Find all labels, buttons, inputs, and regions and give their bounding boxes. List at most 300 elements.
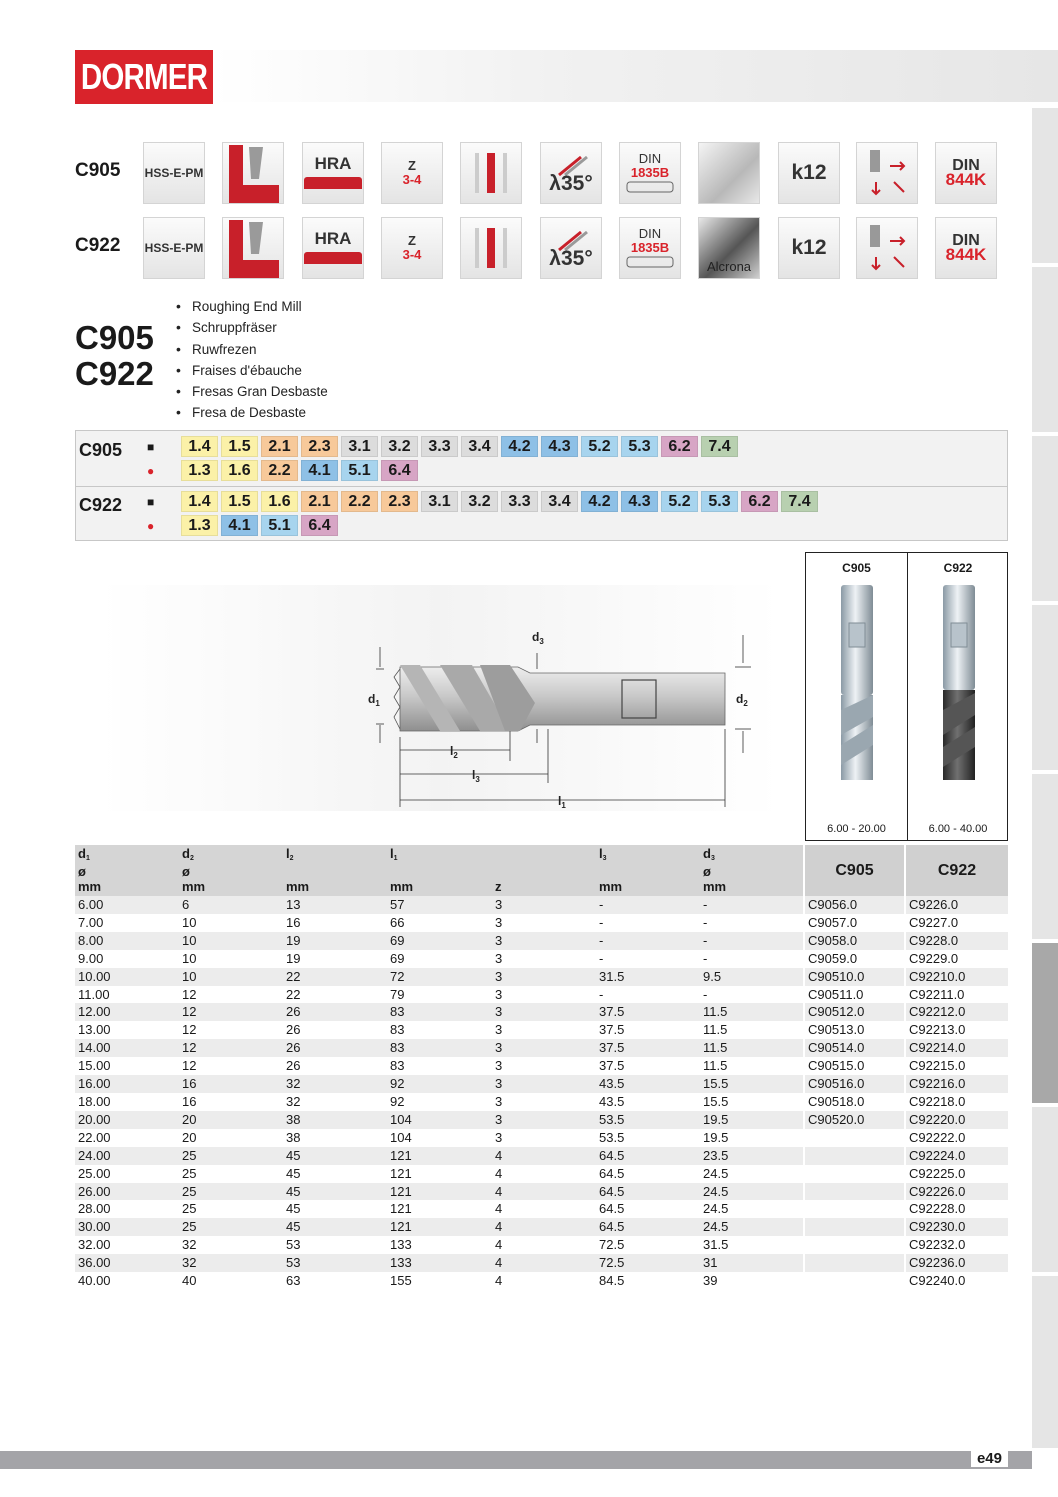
- table-cell: 92: [390, 1093, 405, 1109]
- tool-c922-image: [941, 585, 977, 785]
- table-cell: 15.5: [703, 1093, 729, 1109]
- roughing-shape-icon: [229, 145, 279, 203]
- description-item: • Fresas Gran Desbaste: [176, 381, 328, 402]
- material-chip: 1.4: [181, 436, 218, 457]
- product-code-cell: C90514.0: [804, 1039, 905, 1057]
- coating-icon: [698, 217, 760, 279]
- table-cell: 13: [283, 896, 387, 914]
- table-cell: 45: [286, 1165, 301, 1181]
- header-subscript: 3: [710, 855, 715, 862]
- header-diameter: ø: [78, 864, 86, 879]
- row-code: C905: [75, 160, 121, 181]
- material-chip: 1.6: [221, 460, 258, 481]
- table-cell: 4: [492, 1254, 596, 1272]
- helix-angle-icon: [540, 217, 602, 279]
- table-cell: 32.00: [78, 1237, 111, 1253]
- table-cell: 24.5: [700, 1183, 804, 1201]
- table-cell: 26: [283, 1003, 387, 1021]
- tool-c905-image: [839, 585, 875, 785]
- product-code-cell: C9226.0: [905, 896, 1008, 914]
- divider: [76, 486, 1007, 487]
- z-value: 3-4: [402, 247, 422, 262]
- header-symbol: d: [703, 846, 711, 861]
- hra-icon: [302, 142, 364, 204]
- table-cell: 155: [390, 1273, 412, 1289]
- header-subscript: 3: [602, 855, 607, 862]
- material-chip: 4.2: [501, 436, 538, 457]
- side-tab[interactable]: [1032, 605, 1058, 770]
- table-cell: 12: [182, 1058, 197, 1074]
- table-cell: 11.5: [703, 1058, 728, 1074]
- primary-chips: [181, 491, 818, 512]
- product-code-cell: C92210.0: [905, 968, 1008, 986]
- table-cell: 12: [179, 1039, 283, 1057]
- product-code-cell: [804, 1218, 905, 1236]
- table-cell: 16: [182, 1093, 197, 1109]
- table-cell: 20.00: [75, 1111, 179, 1129]
- table-cell: 25: [179, 1183, 283, 1201]
- table-cell: 3: [495, 1022, 503, 1038]
- material-chip: 1.6: [261, 491, 298, 512]
- table-cell: -: [703, 914, 708, 930]
- d2-label: $d_2$: [736, 692, 748, 708]
- product-code-cell: C9056.0: [804, 896, 905, 914]
- table-cell: 10: [182, 914, 197, 930]
- table-cell: 37.5: [599, 1058, 625, 1074]
- material-chip: 3.3: [501, 491, 538, 512]
- table-cell: 121: [390, 1165, 412, 1181]
- z-label: Z: [408, 233, 416, 248]
- d1-label: $d_1$: [368, 692, 380, 708]
- table-cell: 37.5: [599, 1022, 625, 1038]
- coating-label: Alcrona: [706, 259, 752, 274]
- tool-code: C922: [943, 561, 973, 575]
- column-header: [387, 845, 492, 880]
- description-item: • Schruppfräser: [176, 317, 328, 338]
- table-cell: 3: [495, 1129, 503, 1145]
- product-code-cell: C9059.0: [804, 950, 905, 968]
- material-chip: 5.1: [341, 460, 378, 481]
- material-chip: 1.5: [221, 491, 258, 512]
- table-cell: 12.00: [75, 1003, 179, 1021]
- header-symbol: d: [182, 846, 190, 861]
- table-cell: 8.00: [75, 932, 179, 950]
- coating-icon: [698, 142, 760, 204]
- table-row: [75, 1057, 1008, 1075]
- material-chip: 4.1: [221, 515, 258, 536]
- table-row: [75, 1272, 1008, 1290]
- table-row: [75, 1039, 1008, 1057]
- product-code-cell: C92222.0: [905, 1129, 1008, 1147]
- hra-wave: [304, 177, 362, 189]
- roughing-profile-icon: [222, 217, 284, 279]
- header-subscript: 1: [85, 855, 90, 862]
- header-symbol: l: [599, 846, 603, 861]
- helix-label: λ35°: [549, 247, 593, 270]
- side-tab[interactable]: [1032, 267, 1058, 432]
- table-cell: 121: [387, 1147, 492, 1165]
- table-cell: 11.5: [703, 1022, 728, 1038]
- table-cell: 3: [492, 968, 596, 986]
- material-chip: 4.3: [621, 491, 658, 512]
- material-chip: 3.2: [461, 491, 498, 512]
- footer-bar: [0, 1451, 1032, 1469]
- table-cell: 3: [492, 1039, 596, 1057]
- material-suitability: [75, 430, 1008, 541]
- product-code-cell: [804, 1200, 905, 1218]
- table-cell: 16: [179, 1075, 283, 1093]
- page-number: e49: [971, 1449, 1008, 1467]
- table-cell: 69: [387, 932, 492, 950]
- primary-chips: [181, 436, 738, 457]
- din-1835-label: 1835B: [630, 165, 670, 180]
- shank-din-icon: [619, 142, 681, 204]
- header-symbol: l: [286, 846, 290, 861]
- side-tab-active[interactable]: [1032, 943, 1058, 1103]
- table-cell: 4: [492, 1183, 596, 1201]
- column-header: [283, 845, 387, 880]
- table-cell: 11.00: [78, 986, 110, 1002]
- table-cell: 4: [495, 1237, 503, 1253]
- product-code-cell: C92218.0: [905, 1093, 1008, 1111]
- table-cell: 26.00: [75, 1183, 179, 1201]
- product-code-cell: C90518.0: [804, 1093, 905, 1111]
- material-chip: 2.2: [341, 491, 378, 512]
- material-chip: 1.4: [181, 491, 218, 512]
- flutes-icon: [381, 217, 443, 279]
- table-cell: -: [596, 932, 700, 950]
- table-cell: 10.00: [75, 968, 179, 986]
- table-cell: 121: [387, 1183, 492, 1201]
- primary-square-icon: ■: [147, 495, 155, 509]
- material-chip: 2.3: [301, 436, 338, 457]
- table-cell: 23.5: [700, 1147, 804, 1165]
- header-diameter: ø: [182, 864, 190, 879]
- table-row: [75, 1254, 1008, 1272]
- table-cell: 4: [492, 1218, 596, 1236]
- column-unit: mm: [596, 880, 700, 896]
- coolant-icon: [460, 217, 522, 279]
- table-row: [75, 1183, 1008, 1201]
- table-cell: 20: [179, 1111, 283, 1129]
- standard-din-icon: [935, 217, 997, 279]
- table-row: [75, 950, 1008, 968]
- product-code-cell: C90513.0: [804, 1021, 905, 1039]
- product-code-cell: C9228.0: [905, 932, 1008, 950]
- product-code-cell: [804, 1165, 905, 1183]
- table-cell: 79: [390, 986, 405, 1002]
- table-cell: 133: [387, 1254, 492, 1272]
- table-cell: 64.5: [599, 1165, 625, 1181]
- tolerance-icon: [778, 217, 840, 279]
- table-cell: 18.00: [78, 1093, 111, 1109]
- din-label: DIN: [638, 226, 662, 241]
- column-header: [75, 845, 179, 880]
- table-cell: 6: [179, 896, 283, 914]
- material-chip: 3.2: [381, 436, 418, 457]
- table-cell: -: [703, 950, 708, 966]
- table-cell: 19: [286, 950, 301, 966]
- z-label: Z: [408, 158, 416, 173]
- table-cell: 3: [492, 896, 596, 914]
- material-chip: 5.2: [581, 436, 618, 457]
- table-cell: 24.5: [703, 1201, 729, 1217]
- table-cell: -: [700, 896, 804, 914]
- column-unit: mm: [283, 880, 387, 896]
- column-unit: z: [492, 880, 596, 896]
- table-cell: 11.5: [700, 1003, 804, 1021]
- coolant-shape-icon: [471, 151, 511, 195]
- material-chip: 5.3: [701, 491, 738, 512]
- hra-label: HRA: [314, 229, 352, 248]
- material-label: HSS-E-PM: [144, 166, 204, 180]
- product-code-cell: C92220.0: [905, 1111, 1008, 1129]
- product-code-cell: C92216.0: [905, 1075, 1008, 1093]
- table-cell: 72.5: [596, 1254, 700, 1272]
- product-code-cell: [804, 1236, 905, 1254]
- table-cell: 104: [390, 1129, 412, 1145]
- secondary-dot-icon: ●: [147, 519, 155, 533]
- table-cell: 12: [179, 1003, 283, 1021]
- direction-arrows-icon: [862, 148, 912, 198]
- hra-wave: [304, 252, 362, 264]
- table-cell: 16.00: [75, 1075, 179, 1093]
- table-cell: 133: [390, 1237, 412, 1253]
- column-header: [700, 845, 804, 880]
- material-chip: 4.1: [301, 460, 338, 481]
- table-cell: 3: [492, 1003, 596, 1021]
- table-cell: 43.5: [599, 1093, 625, 1109]
- product-code-cell: C92224.0: [905, 1147, 1008, 1165]
- column-header: [179, 845, 283, 880]
- table-cell: 19.5: [700, 1111, 804, 1129]
- table-cell: 45: [283, 1183, 387, 1201]
- table-cell: 4: [495, 1165, 503, 1181]
- tool-c922: [907, 553, 1008, 840]
- helix-label: λ35°: [549, 172, 593, 195]
- table-cell: 45: [286, 1201, 301, 1217]
- column-header: [596, 845, 700, 880]
- material-chip: 4.2: [581, 491, 618, 512]
- table-cell: -: [599, 986, 604, 1002]
- material-icon: [143, 217, 205, 279]
- table-cell: 84.5: [599, 1273, 625, 1289]
- material-chip: 7.4: [781, 491, 818, 512]
- table-cell: 13.00: [78, 1022, 111, 1038]
- code-column-header: C922: [905, 845, 1008, 896]
- description-item: • Fraises d'ébauche: [176, 360, 328, 381]
- din-844-top: DIN: [952, 232, 980, 249]
- table-cell: 25: [182, 1201, 197, 1217]
- direction-arrows-icon: [862, 223, 912, 273]
- product-code-cell: C90511.0: [804, 986, 905, 1004]
- table-cell: 45: [283, 1218, 387, 1236]
- product-code-cell: [804, 1129, 905, 1147]
- brand-name: DORMER: [80, 56, 208, 97]
- side-tab[interactable]: [1032, 108, 1058, 263]
- material-chip: 4.3: [541, 436, 578, 457]
- table-cell: 26: [283, 1039, 387, 1057]
- din-844-label: 844K: [945, 245, 987, 264]
- material-chip: 2.1: [301, 491, 338, 512]
- standard-din-icon: [935, 142, 997, 204]
- product-code-cell: [804, 1254, 905, 1272]
- product-code-cell: C92230.0: [905, 1218, 1008, 1236]
- l2-label: $l_2$: [450, 744, 458, 760]
- table-cell: -: [599, 914, 604, 930]
- side-tab[interactable]: [1032, 1107, 1058, 1272]
- coolant-shape-icon: [471, 226, 511, 270]
- product-code-cell: C92212.0: [905, 1003, 1008, 1021]
- table-cell: 25: [179, 1218, 283, 1236]
- shank-din-icon: [619, 217, 681, 279]
- code-column-header: C905: [804, 845, 905, 896]
- side-tab[interactable]: [1032, 774, 1058, 939]
- product-code-cell: [804, 1147, 905, 1165]
- shank-shape-icon: [625, 180, 675, 194]
- product-code-cell: C90512.0: [804, 1003, 905, 1021]
- product-code-cell: C90516.0: [804, 1075, 905, 1093]
- table-cell: 24.5: [700, 1218, 804, 1236]
- table-cell: 64.5: [596, 1147, 700, 1165]
- material-chip: 1.3: [181, 460, 218, 481]
- product-code-cell: C92215.0: [905, 1057, 1008, 1075]
- column-unit: mm: [387, 880, 492, 896]
- table-cell: 40.00: [78, 1273, 111, 1289]
- table-row: [75, 1075, 1008, 1093]
- title-line: C922: [75, 355, 154, 392]
- table-cell: 3: [495, 1058, 503, 1074]
- product-code-cell: C9058.0: [804, 932, 905, 950]
- side-tab[interactable]: [1032, 1276, 1058, 1448]
- table-cell: 19: [283, 932, 387, 950]
- table-row: [75, 1147, 1008, 1165]
- table-cell: 53: [286, 1237, 301, 1253]
- table-cell: 15.00: [78, 1058, 111, 1074]
- material-chip: 2.3: [381, 491, 418, 512]
- material-chip: 6.4: [381, 460, 418, 481]
- table-cell: 92: [387, 1075, 492, 1093]
- table-cell: 15.5: [700, 1075, 804, 1093]
- tool-c905: [806, 553, 907, 840]
- table-cell: 121: [387, 1218, 492, 1236]
- din-844-top: DIN: [952, 157, 980, 174]
- table-cell: 22: [286, 986, 301, 1002]
- table-row: [75, 896, 1008, 914]
- table-cell: 3: [492, 1075, 596, 1093]
- table-cell: 40: [182, 1273, 197, 1289]
- product-code-cell: [804, 1183, 905, 1201]
- milling-direction-icon: [856, 142, 918, 204]
- roughing-profile-icon: [222, 142, 284, 204]
- hra-label: HRA: [314, 154, 352, 173]
- product-code-cell: C92225.0: [905, 1165, 1008, 1183]
- table-row: [75, 1093, 1008, 1111]
- tool-range: 6.00 - 40.00: [928, 823, 988, 835]
- shank-shape-icon: [625, 255, 675, 269]
- d3-label: $d_3$: [532, 630, 544, 646]
- primary-square-icon: ■: [147, 440, 155, 454]
- table-cell: 24.5: [703, 1165, 729, 1181]
- product-code-cell: C92213.0: [905, 1021, 1008, 1039]
- table-cell: 3: [495, 950, 503, 966]
- material-code: C922: [79, 495, 123, 515]
- din-844-label: 844K: [945, 170, 987, 189]
- table-cell: 32: [182, 1237, 197, 1253]
- table-cell: 66: [390, 914, 405, 930]
- table-cell: -: [703, 986, 708, 1002]
- table-cell: 38: [283, 1111, 387, 1129]
- side-tab-strip: [1032, 108, 1058, 1448]
- table-cell: 104: [387, 1111, 492, 1129]
- table-cell: 30.00: [75, 1218, 179, 1236]
- table-row: [75, 1200, 1008, 1218]
- material-chip: 3.3: [421, 436, 458, 457]
- title-line: C905: [75, 319, 154, 356]
- material-chip: 1.3: [181, 515, 218, 536]
- column-unit: mm: [75, 880, 179, 896]
- table-cell: 16: [286, 914, 301, 930]
- description-item: • Fresa de Desbaste: [176, 402, 328, 423]
- dormer-logo: [75, 50, 213, 104]
- table-cell: 4: [495, 1201, 503, 1217]
- product-code-cell: C92211.0: [905, 986, 1008, 1004]
- header-diameter: ø: [703, 864, 711, 879]
- spec-table: [75, 845, 1008, 1290]
- table-cell: 7.00: [78, 914, 104, 930]
- table-cell: 4: [495, 1273, 503, 1289]
- column-unit: mm: [179, 880, 283, 896]
- side-tab[interactable]: [1032, 436, 1058, 601]
- table-cell: 10: [179, 932, 283, 950]
- product-code-cell: C90515.0: [804, 1057, 905, 1075]
- table-cell: 37.5: [596, 1039, 700, 1057]
- tolerance-label: k12: [791, 236, 827, 259]
- product-code-cell: C9229.0: [905, 950, 1008, 968]
- material-chip: 3.1: [341, 436, 378, 457]
- din-label: DIN: [638, 151, 662, 166]
- l3-label: $l_3$: [472, 768, 480, 784]
- material-chip: 6.4: [301, 515, 338, 536]
- table-cell: 3: [492, 1111, 596, 1129]
- table-cell: 38: [286, 1129, 301, 1145]
- product-code-cell: C92240.0: [905, 1272, 1008, 1290]
- table-cell: 14.00: [75, 1039, 179, 1057]
- product-code-cell: C90510.0: [804, 968, 905, 986]
- product-title: [75, 320, 154, 392]
- header-symbol: d: [78, 846, 86, 861]
- material-chip: 5.1: [261, 515, 298, 536]
- table-cell: 121: [390, 1201, 412, 1217]
- material-chip: 6.2: [741, 491, 778, 512]
- table-cell: 3: [495, 986, 503, 1002]
- z-value: 3-4: [402, 172, 422, 187]
- product-code-cell: C92214.0: [905, 1039, 1008, 1057]
- material-code: C905: [79, 440, 123, 460]
- table-cell: 3: [495, 1093, 503, 1109]
- table-cell: 31.5: [596, 968, 700, 986]
- table-cell: 69: [390, 950, 405, 966]
- table-cell: 22: [283, 968, 387, 986]
- table-cell: 10: [179, 968, 283, 986]
- milling-direction-icon: [856, 217, 918, 279]
- header-subscript: 1: [393, 855, 398, 862]
- table-cell: 64.5: [599, 1201, 625, 1217]
- material-chip: 5.3: [621, 436, 658, 457]
- secondary-chips: [181, 460, 418, 481]
- table-cell: 32: [283, 1075, 387, 1093]
- header-subscript: 2: [189, 855, 194, 862]
